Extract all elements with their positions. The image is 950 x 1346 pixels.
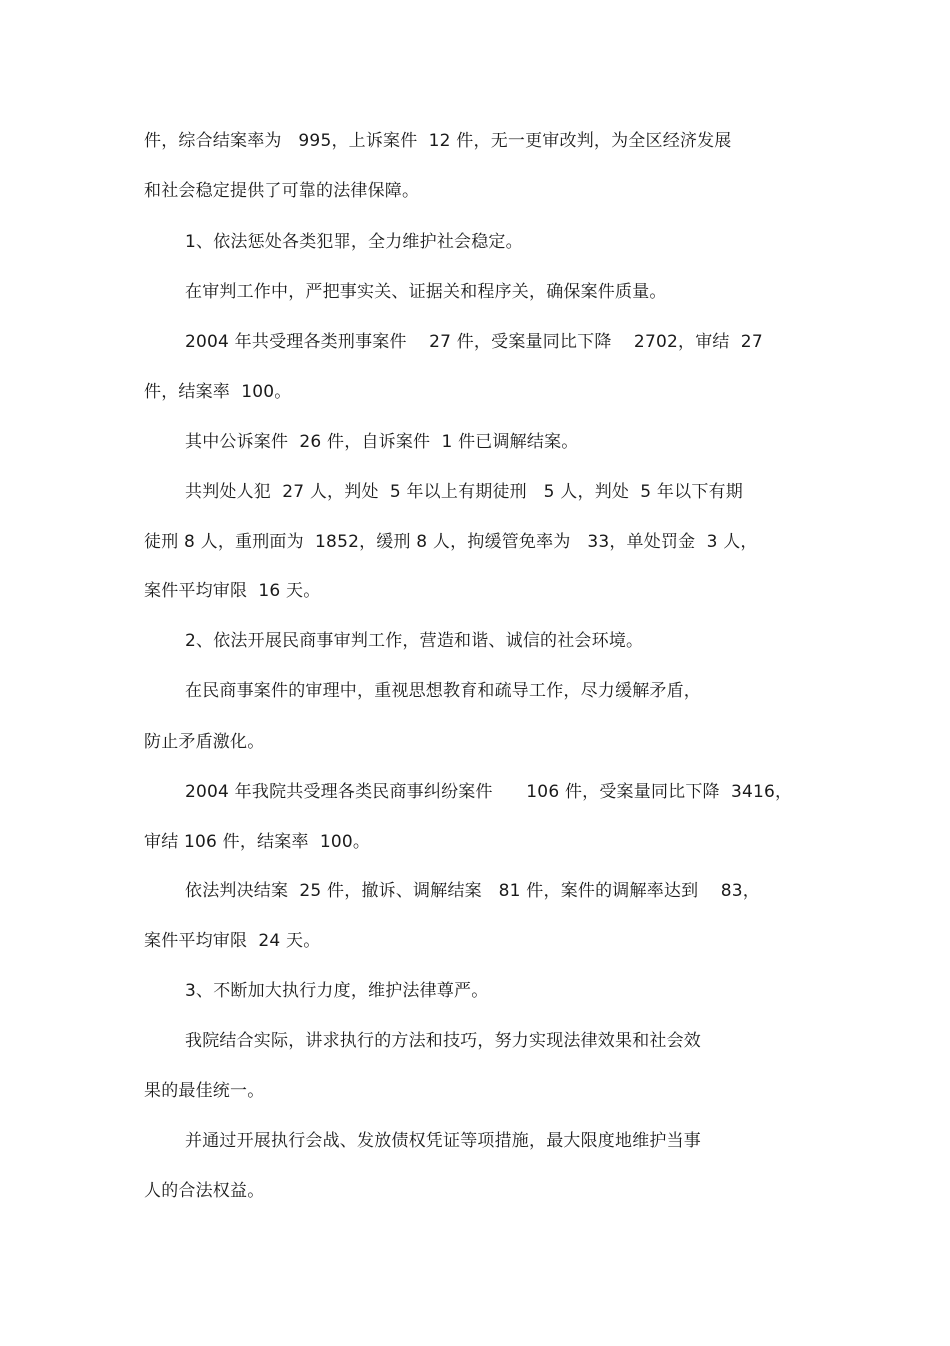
- text-line-2: 和社会稳定提供了可靠的法律保障。: [144, 181, 420, 201]
- text-line-3: 1、依法惩处各类犯罪，全力维护社会稳定。: [185, 232, 523, 252]
- text-line-6: 件，结案率 100。: [144, 382, 292, 402]
- text-line-11: 2、依法开展民商事审判工作，营造和谐、诚信的社会环境。: [185, 631, 644, 651]
- text-line-15: 审结 106 件，结案率 100。: [144, 832, 371, 852]
- text-line-13: 防止矛盾激化。: [144, 732, 265, 752]
- text-line-1: 件，综合结案率为 995，上诉案件 12 件，无一更审改判，为全区经济发展: [144, 131, 732, 151]
- text-line-21: 并通过开展执行会战、发放债权凭证等项措施，最大限度地维护当事: [185, 1131, 701, 1151]
- text-line-14: 2004 年我院共受理各类民商事纠纷案件 106 件，受案量同比下降 3416，: [185, 782, 793, 802]
- text-line-9: 徒刑 8 人，重刑面为 1852，缓刑 8 人，拘缓管免率为 33，单处罚金 3 人，: [144, 532, 758, 552]
- text-line-18: 3、不断加大执行力度，维护法律尊严。: [185, 981, 489, 1001]
- text-line-17: 案件平均审限 24 天。: [144, 931, 321, 951]
- text-line-8: 共判处人犯 27 人，判处 5 年以上有期徒刑 5 人，判处 5 年以下有期: [185, 482, 743, 502]
- text-line-4: 在审判工作中，严把事实关、证据关和程序关，确保案件质量。: [185, 282, 667, 302]
- text-line-7: 其中公诉案件 26 件，自诉案件 1 件已调解结案。: [185, 432, 579, 452]
- text-line-22: 人的合法权益。: [144, 1181, 265, 1201]
- text-line-5: 2004 年共受理各类刑事案件 27 件，受案量同比下降 2702，审结 27: [185, 332, 763, 352]
- text-line-10: 案件平均审限 16 天。: [144, 581, 321, 601]
- text-line-16: 依法判决结案 25 件，撤诉、调解结案 81 件，案件的调解率达到 83，: [185, 881, 760, 901]
- text-line-12: 在民商事案件的审理中，重视思想教育和疏导工作，尽力缓解矛盾，: [185, 681, 701, 701]
- text-line-19: 我院结合实际，讲求执行的方法和技巧，努力实现法律效果和社会效: [185, 1031, 701, 1051]
- text-line-20: 果的最佳统一。: [144, 1081, 265, 1101]
